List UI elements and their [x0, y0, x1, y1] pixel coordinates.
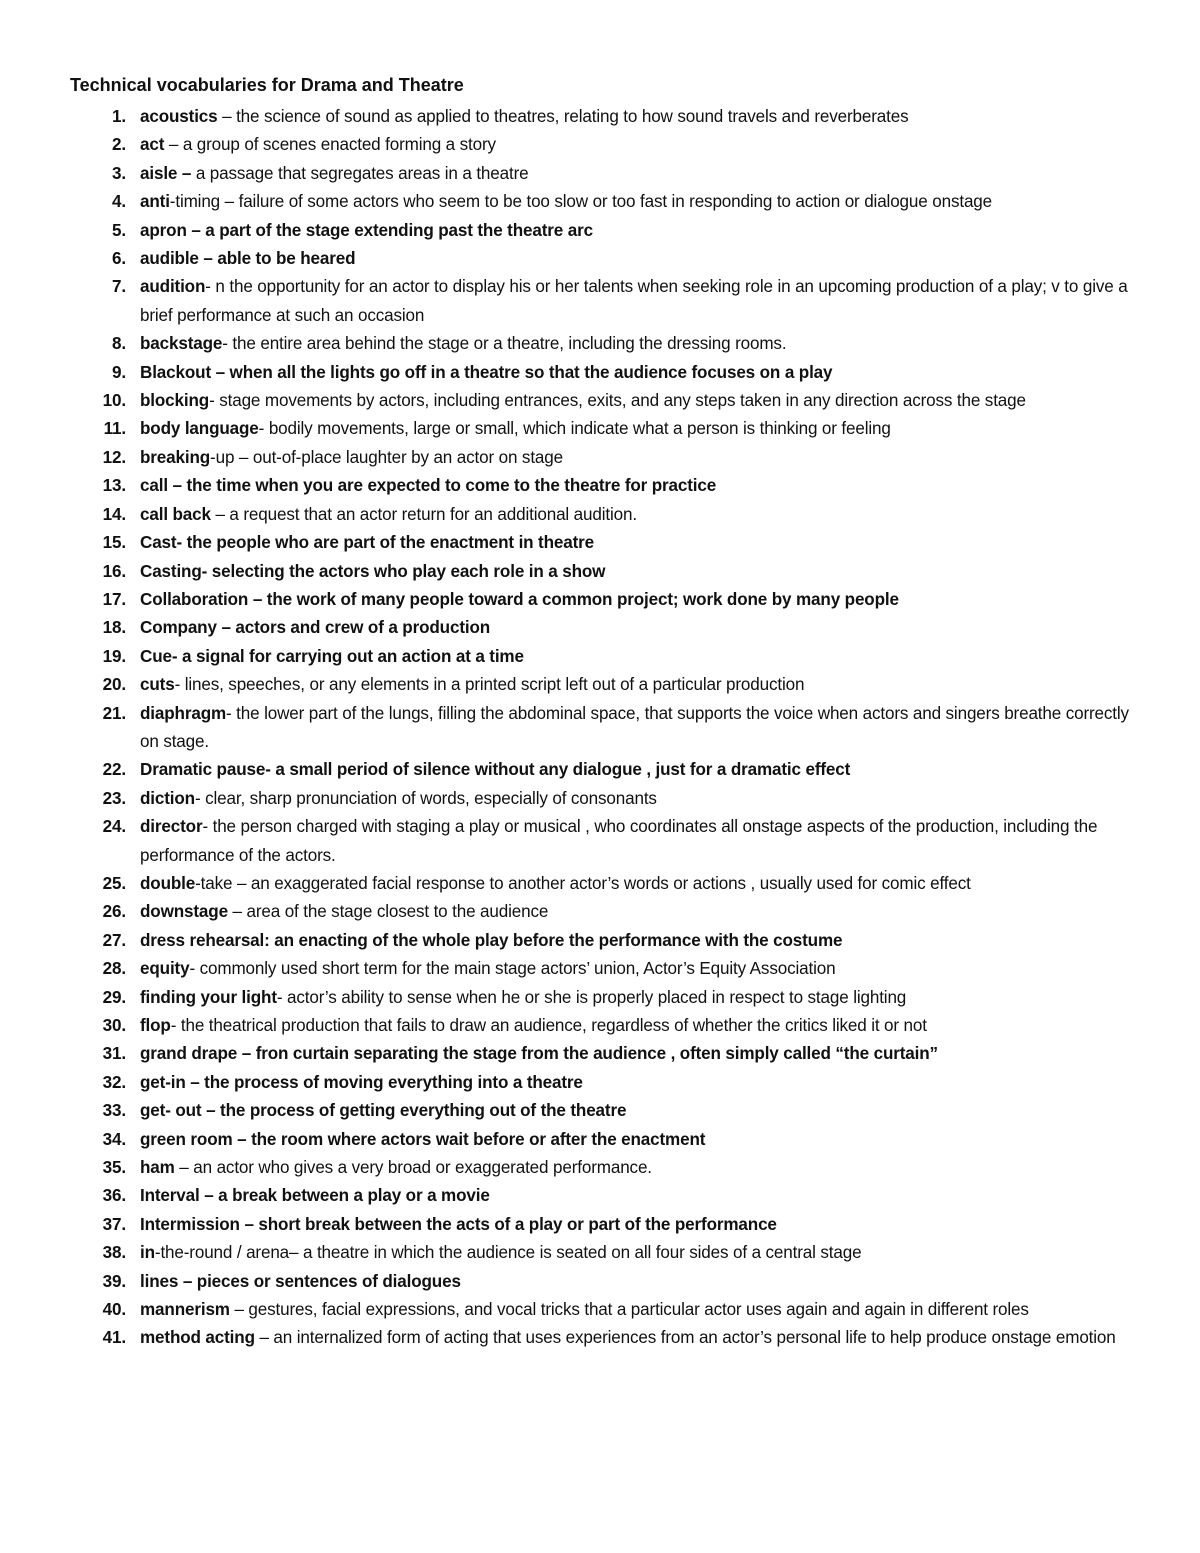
- vocabulary-entry: [70, 927, 1130, 955]
- entry-definition: - the people who are part of the enactment in theatre: [176, 533, 595, 553]
- entry-term: get-in: [140, 1072, 186, 1092]
- entry-number: 15.: [102, 533, 126, 553]
- entry-definition: - stage movements by actors, including entrances, exits, and any steps taken in any direction across the stage: [209, 391, 1026, 411]
- vocabulary-entry: [70, 160, 1130, 188]
- entry-term: double: [140, 873, 196, 893]
- entry-number: 39.: [102, 1271, 126, 1291]
- entry-definition: - actor’s ability to sense when he or she is properly placed in respect to stage lighting: [276, 987, 907, 1007]
- entry-number: 3.: [112, 163, 126, 183]
- entry-term: cuts: [140, 675, 175, 695]
- vocabulary-entry: [70, 756, 1130, 784]
- entry-number: 21.: [102, 703, 126, 723]
- document-title: Technical vocabularies for Drama and Theatre: [70, 75, 464, 95]
- entry-term: lines: [140, 1271, 179, 1291]
- vocabulary-entry: [70, 217, 1130, 245]
- vocabulary-entry: [70, 1040, 1130, 1068]
- entry-definition: – actors and crew of a production: [216, 618, 491, 638]
- vocabulary-entry: [70, 1324, 1130, 1352]
- entry-number: 40.: [102, 1300, 126, 1320]
- entry-term: finding your light: [140, 987, 277, 1007]
- entry-term: call back: [140, 504, 211, 524]
- entry-number: 7.: [112, 277, 126, 297]
- entry-definition: – a part of the stage extending past the theatre arc: [186, 220, 593, 240]
- entry-term: director: [140, 817, 203, 837]
- entry-term: dress rehearsal:: [140, 930, 270, 950]
- entry-number: 2.: [112, 135, 126, 155]
- entry-definition: – a break between a play or a movie: [199, 1186, 490, 1206]
- vocabulary-entry: [70, 671, 1130, 699]
- entry-number: 14.: [102, 504, 126, 524]
- entry-number: 35.: [102, 1158, 126, 1178]
- vocabulary-entry: [70, 444, 1130, 472]
- entry-term: apron: [140, 220, 187, 240]
- entry-number: 32.: [102, 1072, 126, 1092]
- vocabulary-entry: [70, 558, 1130, 586]
- entry-term: diction: [140, 788, 195, 808]
- entry-number: 9.: [112, 362, 126, 382]
- entry-number: 26.: [102, 902, 126, 922]
- entry-number: 38.: [102, 1243, 126, 1263]
- entry-term: get- out: [140, 1101, 202, 1121]
- entry-number: 19.: [102, 646, 126, 666]
- vocabulary-entry: [70, 131, 1130, 159]
- entry-number: 41.: [102, 1328, 126, 1348]
- vocabulary-entry: [70, 785, 1130, 813]
- entry-definition: – the work of many people toward a common project; work done by many people: [248, 589, 899, 609]
- entry-definition: - clear, sharp pronunciation of words, especially of consonants: [194, 788, 657, 808]
- entry-term: Dramatic pause: [140, 760, 266, 780]
- entry-number: 23.: [102, 788, 126, 808]
- entry-term: call: [140, 476, 168, 496]
- entry-number: 33.: [102, 1101, 126, 1121]
- vocabulary-entry: [70, 103, 1130, 131]
- entry-definition: – an internalized form of acting that uses experiences from an actor’s personal life to help produce onstage emotion: [254, 1328, 1116, 1348]
- vocabulary-entry: [70, 898, 1130, 926]
- entry-number: 24.: [102, 817, 126, 837]
- vocabulary-entry: [70, 330, 1130, 358]
- entry-term: downstage: [140, 902, 228, 922]
- vocabulary-entry: [70, 614, 1130, 642]
- entry-term: Cast: [140, 533, 177, 553]
- vocabulary-entry: [70, 1211, 1130, 1239]
- entry-definition: -the-round / arena– a theatre in which the audience is seated on all four sides of a central stage: [154, 1243, 862, 1263]
- entry-term: backstage: [140, 334, 223, 354]
- entry-number: 20.: [102, 675, 126, 695]
- entry-definition: – short break between the acts of a play or part of the performance: [239, 1214, 777, 1234]
- vocabulary-entry: [70, 1097, 1130, 1125]
- entry-definition: – pieces or sentences of dialogues: [178, 1271, 461, 1291]
- vocabulary-entry: [70, 529, 1130, 557]
- entry-number: 12.: [102, 447, 126, 467]
- vocabulary-entry: [70, 1182, 1130, 1210]
- vocabulary-entry: [70, 472, 1130, 500]
- entry-term: audible: [140, 249, 199, 269]
- entry-definition: -up – out-of-place laughter by an actor on stage: [210, 447, 563, 467]
- vocabulary-entry: [70, 870, 1130, 898]
- entry-definition: – the time when you are expected to come to the theatre for practice: [167, 476, 717, 496]
- entry-number: 37.: [102, 1214, 126, 1234]
- entry-term: diaphragm: [140, 703, 227, 723]
- vocabulary-entry: [70, 1012, 1130, 1040]
- vocabulary-entry: [70, 415, 1130, 443]
- entry-number: 8.: [112, 334, 126, 354]
- vocabulary-entry: [70, 586, 1130, 614]
- vocabulary-entry: [70, 359, 1130, 387]
- entry-number: 36.: [102, 1186, 126, 1206]
- entry-term: Cue: [140, 646, 172, 666]
- entry-definition: – area of the stage closest to the audience: [227, 902, 549, 922]
- entry-number: 29.: [102, 987, 126, 1007]
- vocabulary-entry: [70, 245, 1130, 273]
- entry-definition: - the entire area behind the stage or a theatre, including the dressing rooms.: [222, 334, 787, 354]
- vocabulary-entry: [70, 501, 1130, 529]
- entry-term: green room: [140, 1129, 233, 1149]
- vocabulary-entry: [70, 1154, 1130, 1182]
- entry-number: 1.: [112, 107, 126, 126]
- entry-definition: - n the opportunity for an actor to display his or her talents when seeking role in an upcoming production of a play; v to give a brief performance at such an occasion: [140, 277, 1128, 325]
- entry-number: 27.: [102, 930, 126, 950]
- entry-number: 28.: [102, 959, 126, 979]
- entry-definition: - lines, speeches, or any elements in a printed script left out of a particular production: [174, 675, 805, 695]
- entry-definition: – the science of sound as applied to theatres, relating to how sound travels and reverberates: [217, 107, 909, 126]
- entry-number: 10.: [102, 391, 126, 411]
- entry-number: 4.: [112, 192, 126, 212]
- entry-number: 11.: [103, 419, 126, 439]
- entry-definition: -take – an exaggerated facial response to another actor’s words or actions , usually used for comic effect: [195, 873, 971, 893]
- entry-definition: – fron curtain separating the stage from the audience , often simply called “the curtain”: [237, 1044, 938, 1064]
- entry-term: Interval: [140, 1186, 200, 1206]
- entry-term: Blackout: [140, 362, 211, 382]
- entry-term: anti: [140, 192, 170, 212]
- vocabulary-entry: [70, 273, 1130, 330]
- entry-definition: - a signal for carrying out an action at a time: [171, 646, 524, 666]
- document-page: [70, 73, 1130, 1353]
- entry-number: 5.: [112, 220, 126, 240]
- entry-definition: -timing – failure of some actors who seem to be too slow or too fast in responding to action or dialogue onstage: [169, 192, 993, 212]
- entry-term: Company: [140, 618, 217, 638]
- entry-definition: - commonly used short term for the main stage actors’ union, Actor’s Equity Association: [189, 959, 836, 979]
- entry-definition: - the lower part of the lungs, filling the abdominal space, that supports the voice when actors and singers breathe correctly on stage.: [140, 703, 1129, 751]
- entry-term: method acting: [140, 1328, 255, 1348]
- entry-definition: an enacting of the whole play before the performance with the costume: [269, 930, 843, 950]
- entry-number: 22.: [102, 760, 126, 780]
- vocabulary-entry: [70, 1268, 1130, 1296]
- entry-term: in: [140, 1243, 155, 1263]
- entry-term: Casting: [140, 561, 202, 581]
- vocabulary-entry: [70, 1239, 1130, 1267]
- vocabulary-entry: [70, 643, 1130, 671]
- entry-term: aisle –: [140, 163, 192, 183]
- entry-definition: – able to be heared: [198, 249, 356, 269]
- vocabulary-entry: [70, 387, 1130, 415]
- entry-number: 30.: [102, 1016, 126, 1035]
- entry-term: act: [140, 135, 165, 155]
- entry-definition: a passage that segregates areas in a theatre: [191, 163, 529, 183]
- vocabulary-entry: [70, 955, 1130, 983]
- vocabulary-entry: [70, 984, 1130, 1012]
- vocabulary-entry: [70, 188, 1130, 216]
- vocabulary-entry: [70, 1126, 1130, 1154]
- entry-definition: – the process of getting everything out of the theatre: [201, 1101, 627, 1121]
- entry-term: blocking: [140, 391, 210, 411]
- entry-term: body language: [140, 419, 259, 439]
- entry-definition: – gestures, facial expressions, and vocal tricks that a particular actor uses again and again in different roles: [229, 1300, 1029, 1320]
- vocabulary-entry: [70, 1069, 1130, 1097]
- entry-term: ham: [140, 1158, 175, 1178]
- entry-term: Intermission: [140, 1214, 240, 1234]
- entry-term: mannerism: [140, 1300, 230, 1320]
- entry-definition: - selecting the actors who play each role in a show: [201, 561, 606, 581]
- entry-term: equity: [140, 959, 190, 979]
- entry-number: 25.: [102, 873, 126, 893]
- vocabulary-entry: [70, 700, 1130, 757]
- entry-term: audition: [140, 277, 206, 297]
- entry-definition: - a small period of silence without any dialogue , just for a dramatic effect: [265, 760, 851, 780]
- vocabulary-entry: [70, 1296, 1130, 1324]
- entry-definition: – an actor who gives a very broad or exaggerated performance.: [174, 1158, 652, 1178]
- entry-number: 16.: [102, 561, 126, 581]
- vocabulary-list: [70, 103, 1130, 1353]
- entry-definition: - bodily movements, large or small, which indicate what a person is thinking or feeling: [258, 419, 891, 439]
- entry-number: 13.: [102, 476, 126, 496]
- entry-definition: – when all the lights go off in a theatre so that the audience focuses on a play: [211, 362, 833, 382]
- entry-definition: - the theatrical production that fails to draw an audience, regardless of whether the critics liked it or not: [170, 1016, 927, 1035]
- entry-number: 34.: [102, 1129, 126, 1149]
- entry-number: 31.: [102, 1044, 126, 1064]
- entry-term: grand drape: [140, 1044, 238, 1064]
- entry-number: 6.: [112, 249, 126, 269]
- entry-term: flop: [140, 1016, 171, 1035]
- entry-number: 18.: [102, 618, 126, 638]
- entry-definition: – the process of moving everything into a theatre: [185, 1072, 583, 1092]
- vocabulary-entry: [70, 813, 1130, 870]
- entry-number: 17.: [102, 589, 126, 609]
- entry-term: breaking: [140, 447, 211, 467]
- entry-term: acoustics: [140, 107, 218, 126]
- entry-definition: – the room where actors wait before or after the enactment: [232, 1129, 706, 1149]
- entry-term: Collaboration: [140, 589, 249, 609]
- entry-definition: – a group of scenes enacted forming a story: [164, 135, 496, 155]
- entry-definition: - the person charged with staging a play or musical , who coordinates all onstage aspects of the production, including the performance of the actors.: [140, 817, 1098, 865]
- entry-definition: – a request that an actor return for an additional audition.: [210, 504, 637, 524]
